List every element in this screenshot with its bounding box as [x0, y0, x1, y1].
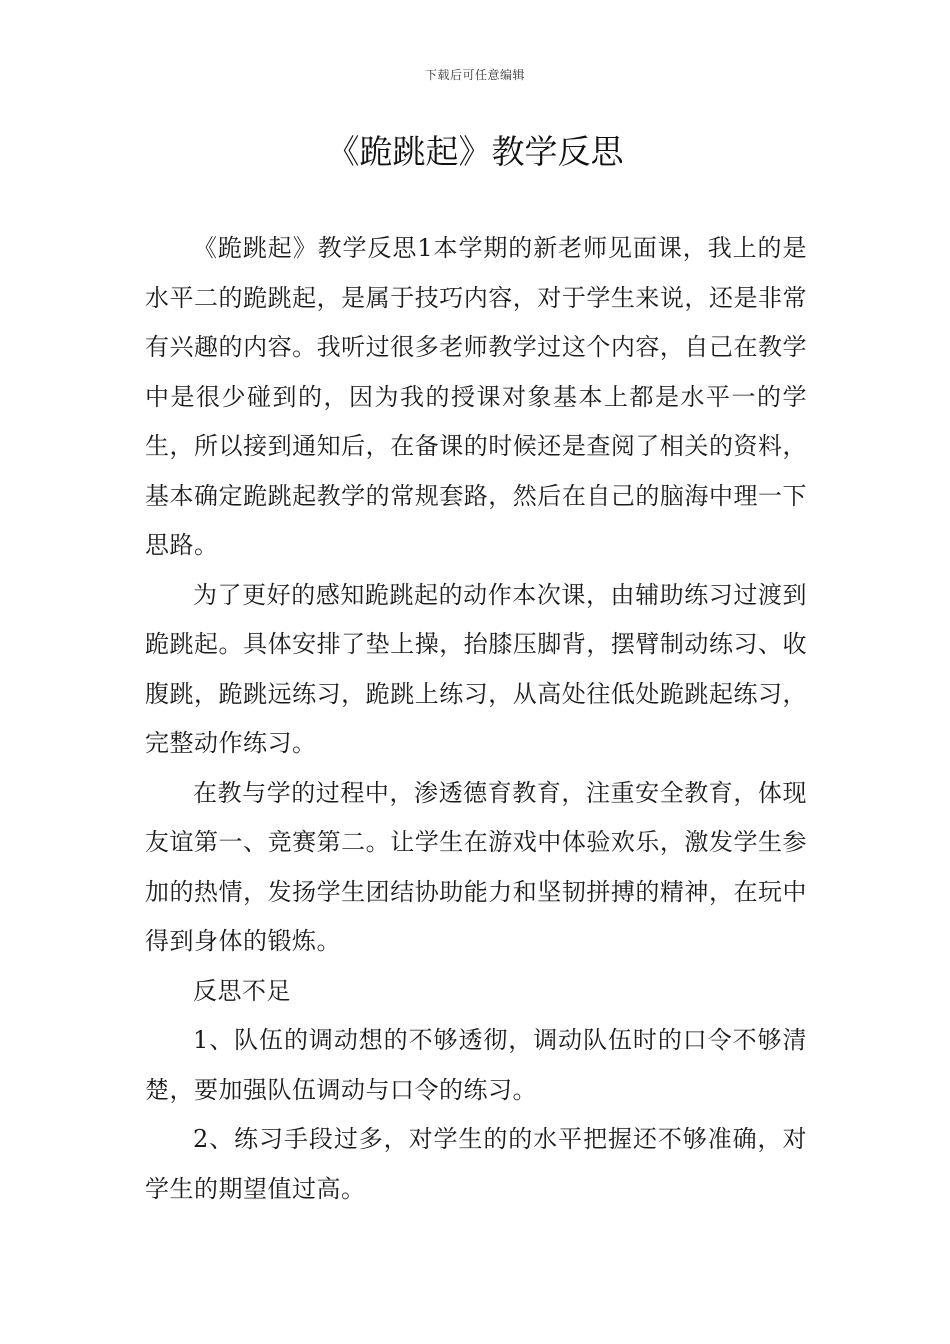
paragraph-shortcomings-heading: 反思不足 — [193, 976, 291, 1005]
paragraph-intro: 《跪跳起》教学反思1本学期的新老师见面课，我上的是水平二的跪跳起，是属于技巧内容，对于学生来说，还是非常有兴趣的内容。我听过很多老师教学过这个内容，自己在教学中是很少碰到的，因为我的授课对象基本上都是水平一的学生，所以接到通知后，在备课的时候还是查阅了相关的资料，基本确定跪跳起教学的常规套路，然后在自己的脑海中理一下思路。 — [145, 234, 807, 559]
paragraph-education: 在教与学的过程中，渗透德育教育，注重安全教育，体现友谊第一、竞赛第二。让学生在游戏中体验欢乐，激发学生参加的热情，发扬学生团结协助能力和坚韧拼搏的精神，在玩中得到身体的锻炼。 — [145, 778, 807, 955]
paragraph-shortcoming-2: 2、练习手段过多，对学生的的水平把握还不够准确，对学生的期望值过高。 — [145, 1125, 807, 1203]
header-note: 下载后可任意编辑 — [424, 68, 525, 82]
document-body — [145, 224, 807, 1214]
paragraph-practice: 为了更好的感知跪跳起的动作本次课，由辅助练习过渡到跪跳起。具体安排了垫上操，抬膝压脚背，摆臂制动练习、收腹跳，跪跳远练习，跪跳上练习，从高处往低处跪跳起练习，完整动作练习。 — [145, 580, 807, 757]
document-title: 《跪跳起》教学反思 — [326, 132, 624, 171]
paragraph-shortcoming-1: 1、队伍的调动想的不够透彻，调动队伍时的口令不够清楚，要加强队伍调动与口令的练习。 — [145, 1026, 807, 1104]
